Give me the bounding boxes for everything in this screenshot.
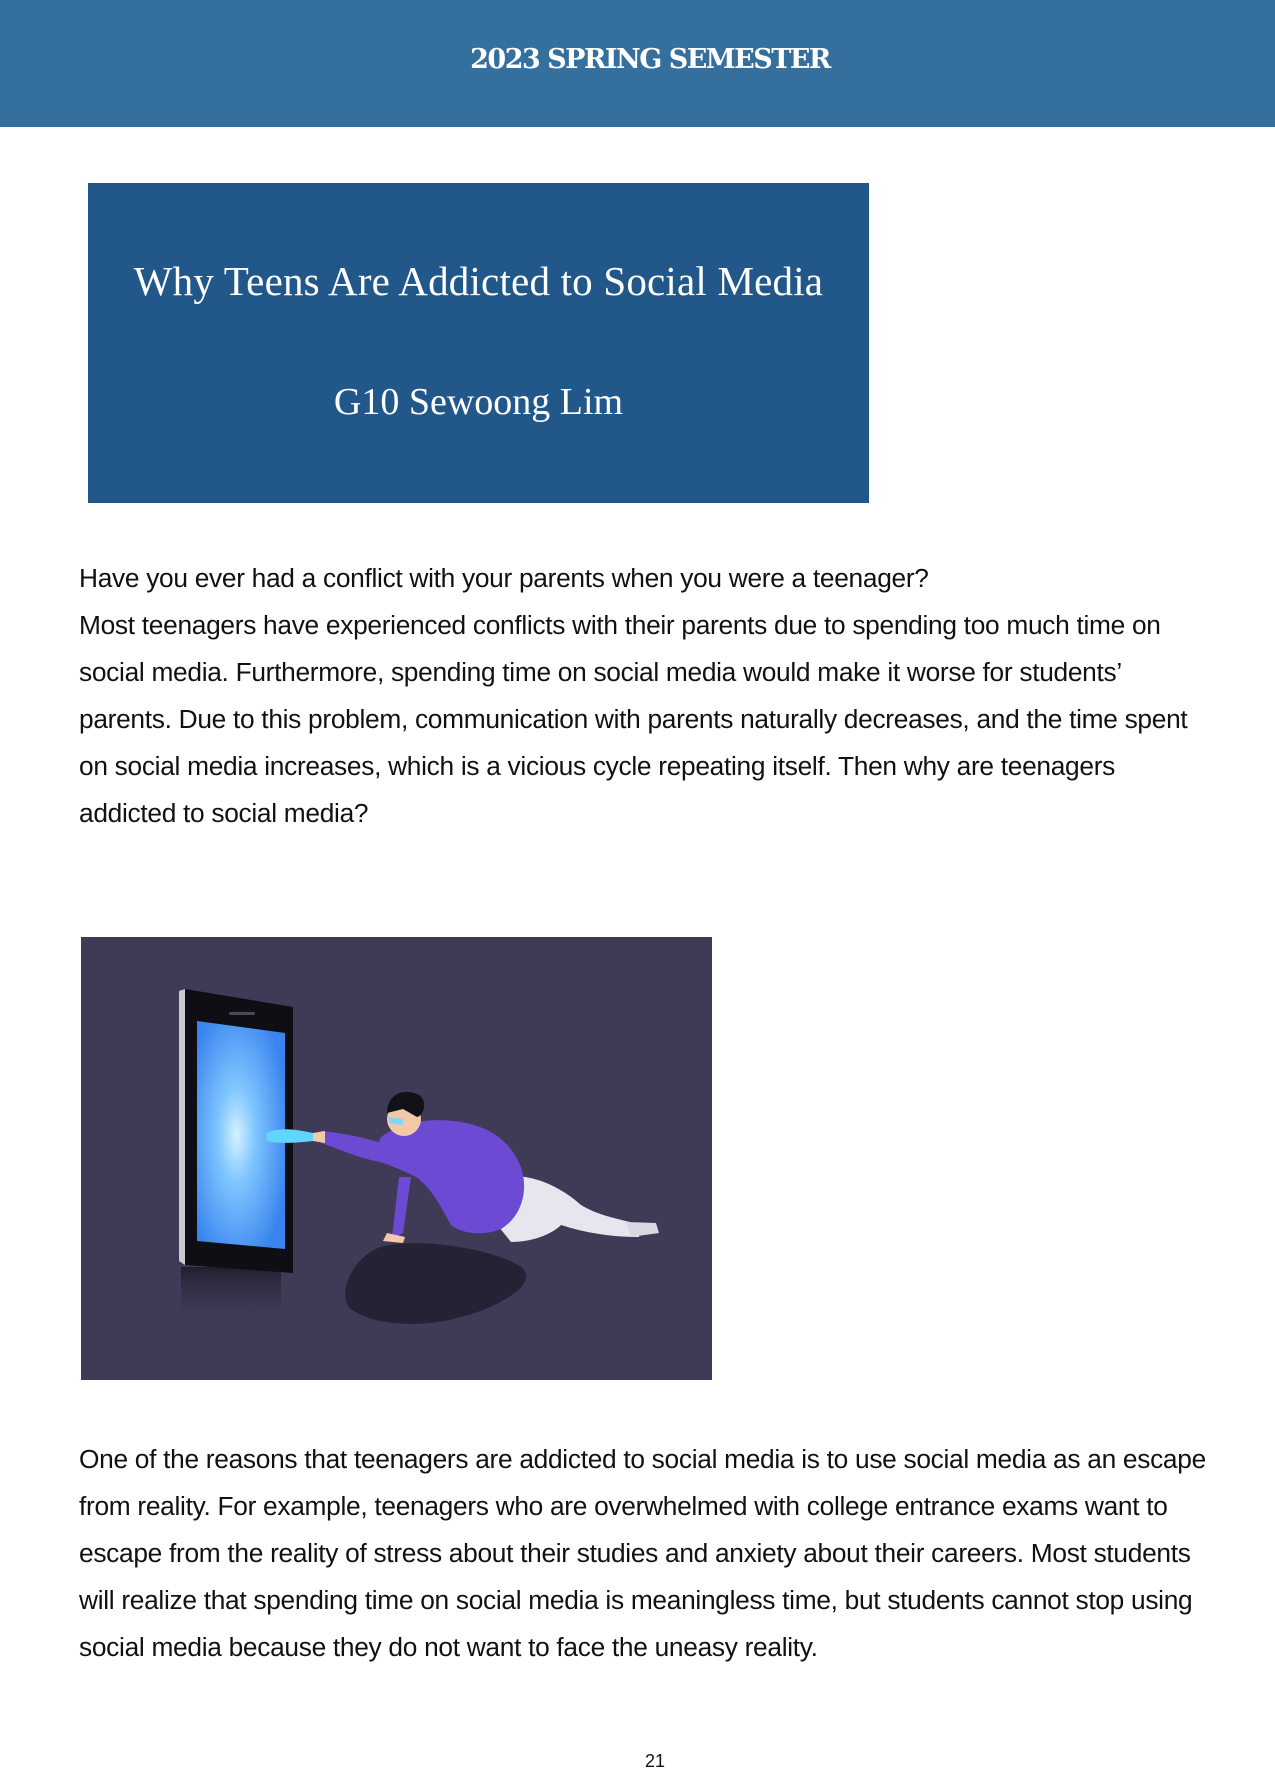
illustration-teen-reaching-into-phone — [81, 937, 712, 1380]
page-number: 21 — [644, 1751, 666, 1771]
article-title: Why Teens Are Addicted to Social Media — [133, 258, 824, 304]
header-title: 2023 SPRING SEMESTER — [470, 44, 830, 75]
article-author: G10 Sewoong Lim — [333, 381, 624, 423]
body-paragraph-escape: One of the reasons that teenagers are addicted to social media is to use social media as an escape from reality. For example, teenagers who are overwhelmed with college entrance exams want to escape from the reality of stress about their studies and anxiety about their careers. Most students will realize that spending time on social media is meaningless time, but students cannot stop using social media because they do not want to face the uneasy reality. — [79, 1444, 1206, 1662]
header-band — [0, 0, 1275, 127]
article-title-box — [88, 183, 869, 503]
body-paragraph-intro: Have you ever had a conflict with your parents when you were a teenager? Most teenagers have experienced conflicts with their parents due to spending too much time on social media. Furthermore, spending time on social media would make it worse for students’ parents. Due to this problem, communication with parents naturally decreases, and the time spent on social media increases, which is a vicious cycle repeating itself. Then why are teenagers addicted to social media? — [79, 563, 1188, 828]
